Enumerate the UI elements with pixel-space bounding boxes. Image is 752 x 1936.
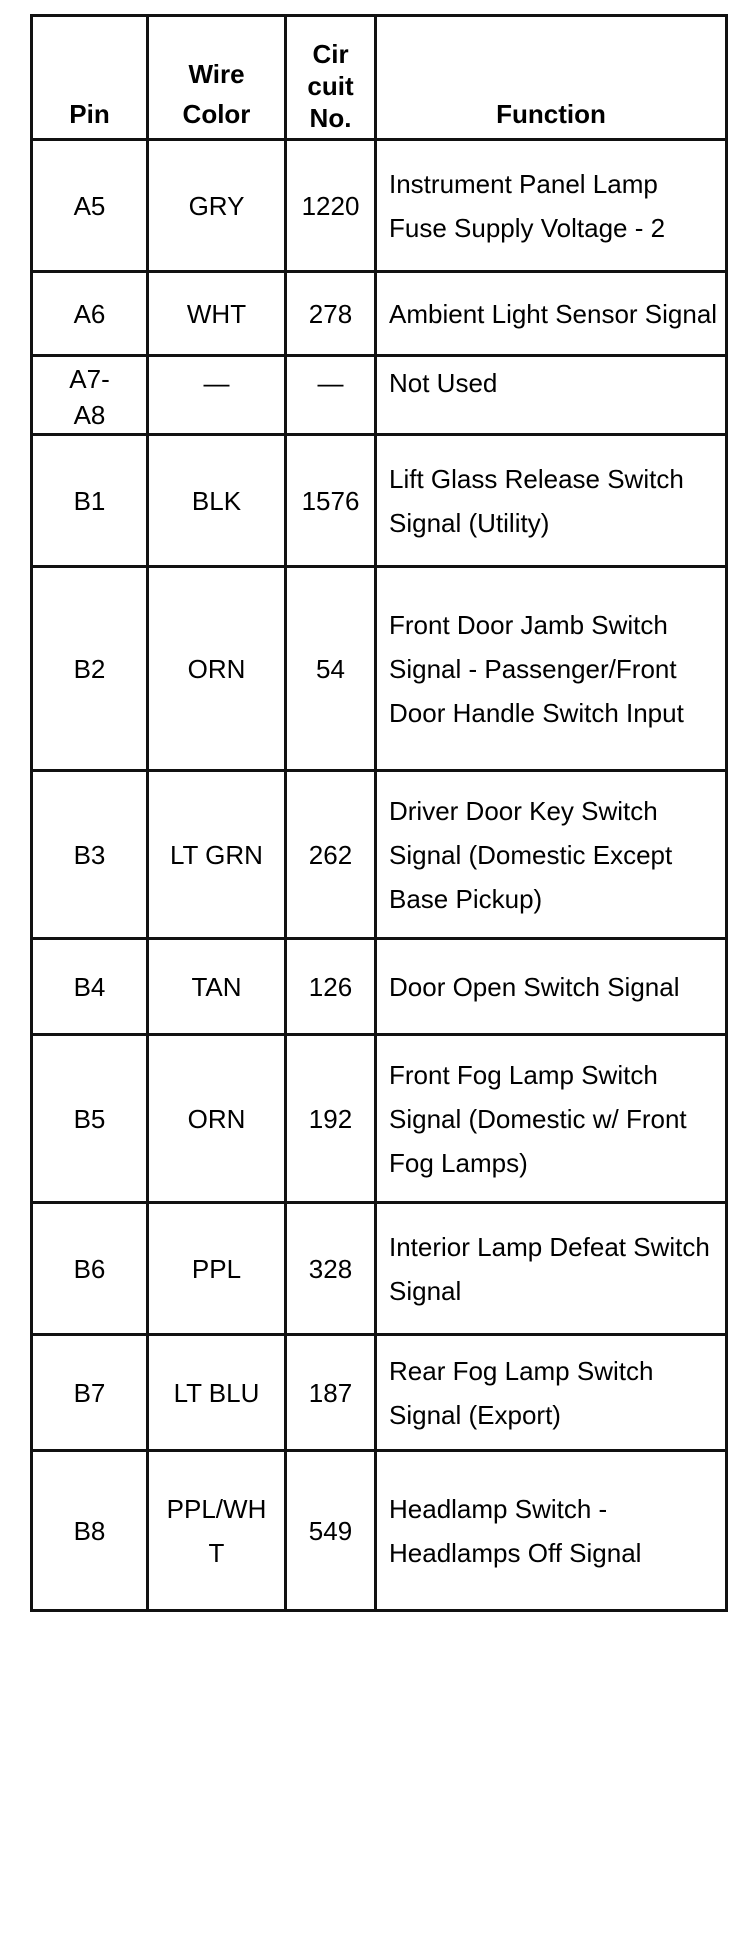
- cell-pin: B4: [32, 939, 148, 1035]
- header-circuit-label: Cir cuit No.: [307, 39, 354, 133]
- cell-circuit: 278: [286, 272, 376, 356]
- cell-function: Front Door Jamb Switch Signal - Passenger/Front Door Handle Switch Input: [376, 567, 727, 771]
- cell-wire-color: [148, 1451, 286, 1611]
- cell-function: Ambient Light Sensor Signal: [376, 272, 727, 356]
- cell-pin: A6: [32, 272, 148, 356]
- table-row: [32, 1035, 727, 1203]
- cell-wire-color: BLK: [148, 435, 286, 567]
- cell-pin: B8: [32, 1451, 148, 1611]
- cell-wire-color: TAN: [148, 939, 286, 1035]
- table-row: [32, 356, 727, 435]
- table-row: [32, 1203, 727, 1335]
- cell-function: Instrument Panel Lamp Fuse Supply Voltage - 2: [376, 140, 727, 272]
- cell-pin: B3: [32, 771, 148, 939]
- cell-circuit: 328: [286, 1203, 376, 1335]
- cell-pin-text: A7-A8: [69, 364, 110, 430]
- cell-circuit: 549: [286, 1451, 376, 1611]
- table-row: [32, 1335, 727, 1451]
- cell-pin: A5: [32, 140, 148, 272]
- cell-function: Headlamp Switch - Headlamps Off Signal: [376, 1451, 727, 1611]
- table-row: [32, 939, 727, 1035]
- cell-pin: B6: [32, 1203, 148, 1335]
- cell-function: Rear Fog Lamp Switch Signal (Export): [376, 1335, 727, 1451]
- cell-wire-color-text: PPL/WHT: [166, 1493, 267, 1568]
- cell-circuit: 1576: [286, 435, 376, 567]
- cell-wire-color: GRY: [148, 140, 286, 272]
- cell-circuit: 262: [286, 771, 376, 939]
- cell-function: Driver Door Key Switch Signal (Domestic Except Base Pickup): [376, 771, 727, 939]
- cell-circuit: —: [286, 356, 376, 435]
- cell-function: Lift Glass Release Switch Signal (Utility): [376, 435, 727, 567]
- cell-pin: B1: [32, 435, 148, 567]
- header-wire-color-label: Wire Color: [182, 59, 251, 129]
- cell-wire-color: —: [148, 356, 286, 435]
- cell-wire-color: LT GRN: [148, 771, 286, 939]
- header-function: Function: [376, 16, 727, 140]
- cell-function: Not Used: [376, 356, 727, 435]
- cell-pin: [32, 356, 148, 435]
- cell-wire-color: WHT: [148, 272, 286, 356]
- header-wire-color: [148, 16, 286, 140]
- table-row: [32, 140, 727, 272]
- cell-circuit: 54: [286, 567, 376, 771]
- cell-wire-color: PPL: [148, 1203, 286, 1335]
- cell-pin: B2: [32, 567, 148, 771]
- table-body: [32, 140, 727, 1611]
- header-pin: Pin: [32, 16, 148, 140]
- cell-circuit: 1220: [286, 140, 376, 272]
- cell-wire-color: ORN: [148, 567, 286, 771]
- connector-pinout-table: [30, 14, 728, 1612]
- header-circuit-no: [286, 16, 376, 140]
- table-header: [32, 16, 727, 140]
- cell-circuit: 126: [286, 939, 376, 1035]
- cell-circuit: 192: [286, 1035, 376, 1203]
- cell-circuit: 187: [286, 1335, 376, 1451]
- cell-function: Front Fog Lamp Switch Signal (Domestic w/ Front Fog Lamps): [376, 1035, 727, 1203]
- header-row: [32, 16, 727, 140]
- cell-pin: B5: [32, 1035, 148, 1203]
- cell-function: Interior Lamp Defeat Switch Signal: [376, 1203, 727, 1335]
- table-row: [32, 771, 727, 939]
- cell-function: Door Open Switch Signal: [376, 939, 727, 1035]
- table-row: [32, 567, 727, 771]
- table-row: [32, 272, 727, 356]
- table-row: [32, 1451, 727, 1611]
- cell-wire-color: ORN: [148, 1035, 286, 1203]
- cell-wire-color: LT BLU: [148, 1335, 286, 1451]
- table-row: [32, 435, 727, 567]
- cell-pin: B7: [32, 1335, 148, 1451]
